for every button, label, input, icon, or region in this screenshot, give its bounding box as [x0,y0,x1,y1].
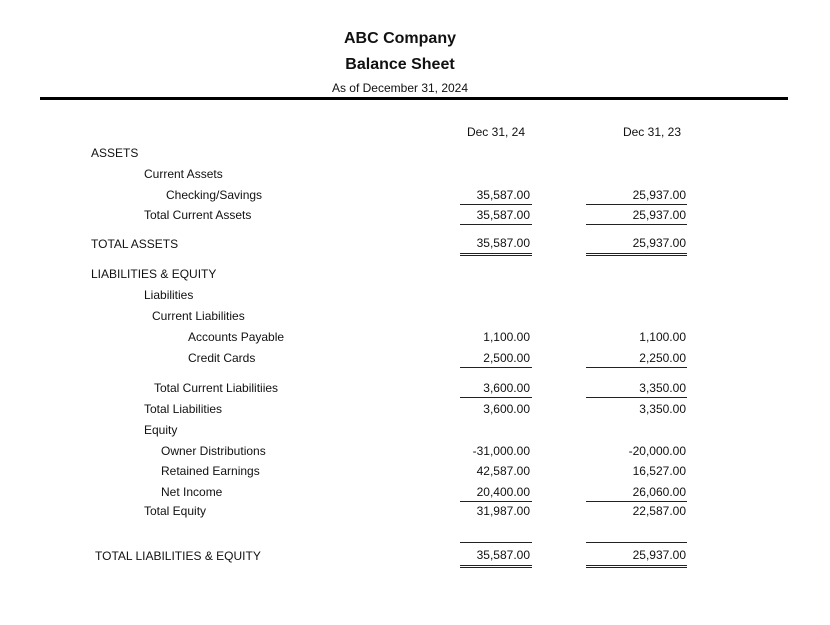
row-total-liabilities-value-2024: 3,600.00 [483,402,530,416]
row-accounts-payable-value-2023: 1,100.00 [639,330,686,344]
row-credit-cards-value-2024: 2,500.00 [483,351,530,365]
group-equity: Equity [144,423,178,437]
row-total-current-assets-value-2023: 25,937.00 [632,208,686,222]
row-net-income-label: Net Income [161,485,223,499]
row-checking-savings-value-2024: 35,587.00 [476,188,530,202]
row-owner-distributions-value-2024: -31,000.00 [472,444,530,458]
underline [460,501,532,502]
row-total-current-liabilities-value-2024: 3,600.00 [483,381,530,395]
row-total-liabilities-equity-value-2023: 25,937.00 [632,548,686,562]
underline [460,204,532,205]
double-underline [460,253,532,256]
underline [460,397,532,398]
row-credit-cards-value-2023: 2,250.00 [639,351,686,365]
underline [586,501,687,502]
double-underline [586,253,687,256]
row-total-liabilities-value-2023: 3,350.00 [639,402,686,416]
header-divider [40,97,788,100]
row-total-equity-value-2024: 31,987.00 [476,504,530,518]
underline [586,367,687,368]
row-total-liabilities-equity-label: TOTAL LIABILITIES & EQUITY [95,549,261,563]
column-header-dec-31-24: Dec 31, 24 [466,125,526,139]
row-total-assets-value-2024: 35,587.00 [476,236,530,250]
row-total-liabilities-equity-value-2024: 35,587.00 [476,548,530,562]
row-owner-distributions-label: Owner Distributions [161,444,266,458]
double-underline [460,565,532,568]
row-total-assets-label: TOTAL ASSETS [91,237,179,251]
row-net-income-value-2024: 20,400.00 [476,485,530,499]
underline [586,224,687,225]
underline [460,224,532,225]
row-retained-earnings-value-2024: 42,587.00 [476,464,530,478]
row-total-liabilities-label: Total Liabilities [144,402,223,416]
row-accounts-payable-value-2024: 1,100.00 [483,330,530,344]
row-total-equity-value-2023: 22,587.00 [632,504,686,518]
row-retained-earnings-label: Retained Earnings [161,464,260,478]
row-accounts-payable-label: Accounts Payable [188,330,285,344]
row-net-income-value-2023: 26,060.00 [632,485,686,499]
column-header-dec-31-23: Dec 31, 23 [622,125,682,139]
underline [460,367,532,368]
row-total-current-liabilities-label: Total Current Liabilitiies [154,381,279,395]
group-liabilities: Liabilities [144,288,194,302]
underline [586,204,687,205]
report-date: As of December 31, 2024 [331,81,469,95]
double-underline [586,565,687,568]
row-total-current-assets-value-2024: 35,587.00 [476,208,530,222]
underline [460,542,532,543]
underline [586,397,687,398]
group-current-assets: Current Assets [144,167,223,181]
row-credit-cards-label: Credit Cards [188,351,256,365]
section-assets: ASSETS [91,146,139,160]
row-total-current-assets-label: Total Current Assets [144,208,252,222]
underline [586,542,687,543]
group-current-liabilities: Current Liabilities [152,309,245,323]
row-checking-savings-value-2023: 25,937.00 [632,188,686,202]
row-total-equity-label: Total Equity [144,504,207,518]
row-total-current-liabilities-value-2023: 3,350.00 [639,381,686,395]
row-retained-earnings-value-2023: 16,527.00 [632,464,686,478]
report-title: Balance Sheet [345,56,455,73]
row-total-assets-value-2023: 25,937.00 [632,236,686,250]
section-liabilities-equity: LIABILITIES & EQUITY [91,267,217,281]
row-checking-savings-label: Checking/Savings [166,188,263,202]
company-name: ABC Company [343,30,456,47]
row-owner-distributions-value-2023: -20,000.00 [628,444,686,458]
